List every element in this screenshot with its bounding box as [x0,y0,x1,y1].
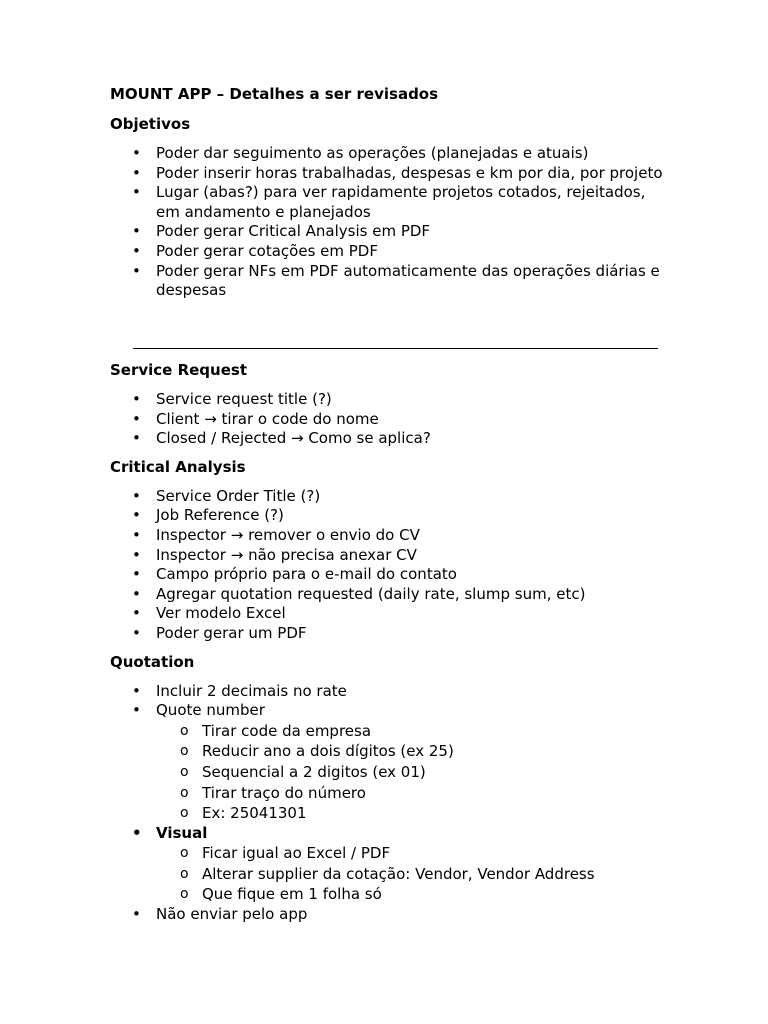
quote-number-sublist [156,721,670,824]
list-item: • Lugar (abas?) para ver rapidamente projetos cotados, rejeitados, em andamento e planejados [156,183,670,222]
list-item: • Service request title (?) [156,390,670,410]
list-item: • Inspector → não precisa anexar CV [156,546,670,566]
sublist-item: o Ficar igual ao Excel / PDF [202,843,670,864]
objetivos-list [110,144,670,301]
sublist-item: o Tirar code da empresa [202,721,670,742]
list-item: • Poder gerar cotações em PDF [156,242,670,262]
service-request-list [110,390,670,449]
list-item: • Campo próprio para o e-mail do contato [156,565,670,585]
list-item-label: Visual [156,823,208,842]
critical-analysis-list [110,487,670,644]
sublist-item: o Sequencial a 2 digitos (ex 01) [202,762,670,783]
visual-sublist [156,843,670,905]
sublist-item: o Ex: 25041301 [202,803,670,824]
horizontal-divider [133,348,658,349]
list-item: • Inspector → remover o envio do CV [156,526,670,546]
section-heading-quotation: Quotation [110,652,195,671]
document-title: MOUNT APP – Detalhes a ser revisados [110,85,439,103]
list-item: • Closed / Rejected → Como se aplica? [156,429,670,449]
list-item: • Poder inserir horas trabalhadas, despesas e km por dia, por projeto [156,164,670,184]
list-item: • Poder gerar Critical Analysis em PDF [156,222,670,242]
list-item-quote-number [156,701,670,824]
list-item: • Service Order Title (?) [156,487,670,507]
list-item: • Client → tirar o code do nome [156,410,670,430]
document-top [110,84,670,301]
list-item-label: Quote number [156,701,265,720]
document-body [110,360,670,925]
sublist-item: o Que fique em 1 folha só [202,884,670,905]
list-item-visual [156,824,670,905]
list-item: • Poder dar seguimento as operações (planejadas e atuais) [156,144,670,164]
section-heading-service-request: Service Request [110,361,247,379]
quotation-list [110,682,670,925]
section-heading-objetivos: Objetivos [110,115,191,133]
list-item: • Job Reference (?) [156,506,670,526]
list-item: • Incluir 2 decimais no rate [156,682,670,702]
list-item: • Poder gerar um PDF [156,624,670,644]
section-heading-critical-analysis: Critical Analysis [110,457,246,476]
list-item: • Poder gerar NFs em PDF automaticamente das operações diárias e despesas [156,262,670,301]
list-item: • Não enviar pelo app [156,905,670,925]
list-item: • Ver modelo Excel [156,604,670,624]
sublist-item: o Alterar supplier da cotação: Vendor, Vendor Address [202,864,670,885]
list-item: • Agregar quotation requested (daily rate, slump sum, etc) [156,585,670,605]
sublist-item: o Reducir ano a dois dígitos (ex 25) [202,741,670,762]
sublist-item: o Tirar traço do número [202,783,670,804]
